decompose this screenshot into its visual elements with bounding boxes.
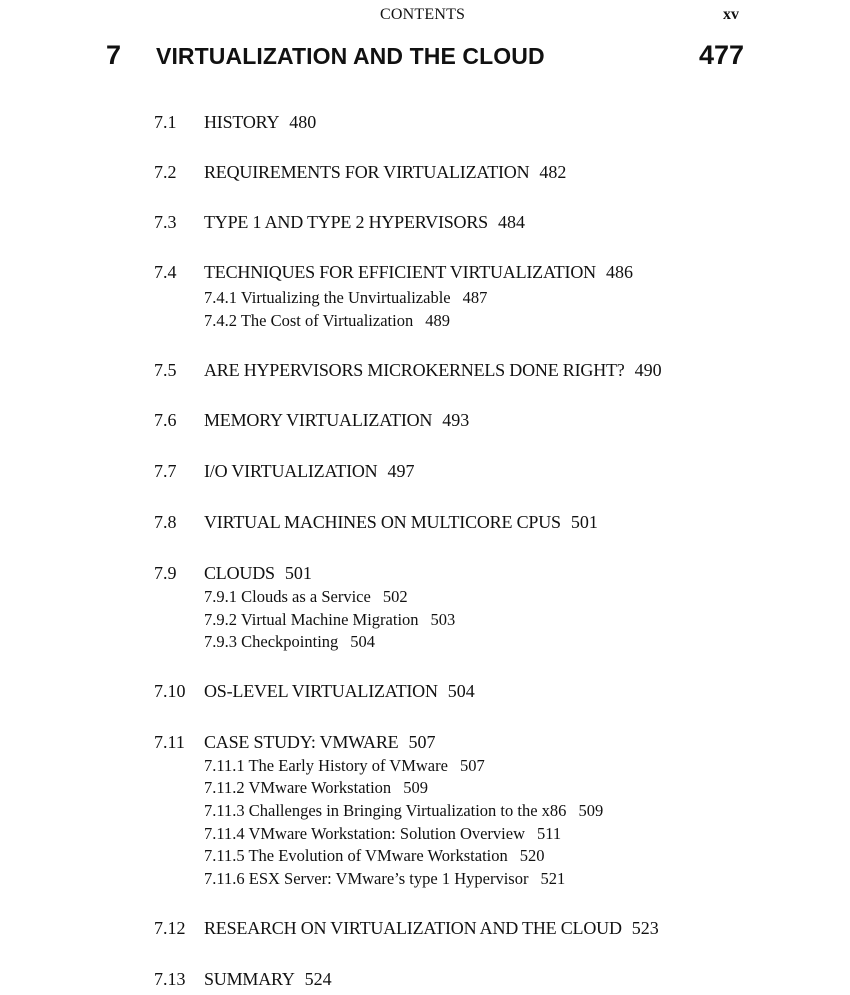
subsection-title: Virtual Machine Migration (240, 610, 419, 629)
section-page: 482 (539, 162, 567, 182)
section-page: 524 (304, 969, 332, 989)
subsection-title: The Early History of VMware (248, 756, 448, 775)
section-number: 7.10 (154, 681, 186, 701)
toc-subsection[interactable] (204, 288, 487, 308)
subsection-title: ESX Server: VMware’s type 1 Hypervisor (248, 869, 529, 888)
section-title: TYPE 1 AND TYPE 2 HYPERVISORS (204, 212, 488, 232)
section-title: REQUIREMENTS FOR VIRTUALIZATION (204, 162, 530, 182)
section-number: 7.9 (154, 563, 177, 583)
section-page: 480 (289, 112, 317, 132)
toc-section[interactable] (154, 512, 598, 533)
section-page: 490 (634, 360, 662, 380)
running-head (0, 6, 850, 26)
chapter-page: 477 (698, 40, 744, 70)
toc-section[interactable] (154, 410, 469, 431)
section-number: 7.3 (154, 212, 177, 232)
subsection-number: 7.11.2 (204, 778, 245, 797)
subsection-page: 487 (462, 288, 488, 307)
toc-subsection[interactable] (204, 756, 485, 776)
subsection-number: 7.11.4 (204, 824, 245, 843)
section-title: OS-LEVEL VIRTUALIZATION (204, 681, 438, 701)
subsection-page: 509 (578, 801, 604, 820)
page-number: xv (723, 6, 739, 23)
subsection-number: 7.9.1 (204, 587, 237, 606)
section-title: SUMMARY (204, 969, 295, 989)
section-page: 523 (631, 918, 659, 938)
toc-section[interactable] (154, 969, 332, 990)
subsection-page: 489 (425, 311, 450, 330)
section-title: MEMORY VIRTUALIZATION (204, 410, 433, 430)
toc-subsection[interactable] (204, 587, 408, 607)
toc-section[interactable] (154, 262, 633, 283)
toc-subsection[interactable] (204, 824, 561, 844)
section-page: 501 (284, 563, 312, 583)
subsection-page: 520 (519, 846, 545, 865)
section-page: 486 (605, 262, 633, 282)
subsection-page: 503 (430, 610, 456, 629)
subsection-number: 7.11.6 (204, 869, 245, 888)
section-title: VIRTUAL MACHINES ON MULTICORE CPUS (204, 512, 561, 532)
section-title: CASE STUDY: VMWARE (204, 732, 399, 752)
subsection-title: VMware Workstation: Solution Overview (248, 824, 526, 843)
subsection-number: 7.9.3 (204, 632, 237, 651)
section-page: 504 (447, 681, 475, 701)
section-number: 7.13 (154, 969, 186, 989)
subsection-page: 511 (537, 824, 562, 843)
toc-section[interactable] (154, 162, 566, 183)
section-number: 7.11 (154, 732, 185, 752)
toc-subsection[interactable] (204, 869, 565, 889)
toc-section[interactable] (154, 461, 414, 482)
subsection-title: Virtualizing the Unvirtualizable (240, 288, 451, 307)
subsection-title: Checkpointing (241, 632, 339, 651)
toc-section[interactable] (154, 732, 435, 753)
subsection-title: Challenges in Bringing Virtualization to the x86 (248, 801, 567, 820)
toc-subsection[interactable] (204, 801, 603, 821)
section-number: 7.1 (154, 112, 177, 132)
toc-subsection[interactable] (204, 846, 545, 866)
subsection-number: 7.4.1 (204, 288, 237, 307)
subsection-number: 7.9.2 (204, 610, 237, 629)
subsection-page: 507 (459, 756, 485, 775)
subsection-page: 509 (403, 778, 428, 797)
section-title: RESEARCH ON VIRTUALIZATION AND THE CLOUD (204, 918, 622, 938)
section-title: I/O VIRTUALIZATION (204, 461, 378, 481)
chapter-heading (0, 40, 850, 76)
subsection-number: 7.11.5 (204, 846, 245, 865)
chapter-title: VIRTUALIZATION AND THE CLOUD (156, 43, 545, 69)
section-number: 7.12 (154, 918, 186, 938)
section-number: 7.7 (154, 461, 177, 481)
subsection-page: 504 (350, 632, 376, 651)
section-title: ARE HYPERVISORS MICROKERNELS DONE RIGHT? (204, 360, 625, 380)
toc-section[interactable] (154, 918, 659, 939)
toc-subsection[interactable] (204, 311, 450, 331)
section-title: HISTORY (204, 112, 280, 132)
section-number: 7.4 (154, 262, 177, 282)
subsection-page: 521 (540, 869, 566, 888)
subsection-title: Clouds as a Service (241, 587, 371, 606)
section-page: 493 (442, 410, 470, 430)
section-page: 497 (387, 461, 415, 481)
section-title: TECHNIQUES FOR EFFICIENT VIRTUALIZATION (204, 262, 596, 282)
toc-subsection[interactable] (204, 778, 428, 798)
subsection-title: The Cost of Virtualization (240, 311, 414, 330)
running-title: CONTENTS (380, 6, 466, 23)
section-number: 7.6 (154, 410, 177, 430)
chapter-number: 7 (106, 40, 122, 70)
subsection-page: 502 (382, 587, 408, 606)
section-number: 7.2 (154, 162, 177, 182)
toc-section[interactable] (154, 681, 475, 702)
toc-section[interactable] (154, 563, 312, 584)
toc-section[interactable] (154, 212, 525, 233)
toc-section[interactable] (154, 112, 316, 133)
subsection-number: 7.11.3 (204, 801, 245, 820)
section-title: CLOUDS (204, 563, 275, 583)
subsection-number: 7.4.2 (204, 311, 237, 330)
toc-subsection[interactable] (204, 632, 375, 652)
section-number: 7.8 (154, 512, 177, 532)
section-page: 507 (408, 732, 436, 752)
section-page: 501 (570, 512, 598, 532)
subsection-title: The Evolution of VMware Workstation (248, 846, 508, 865)
toc-section[interactable] (154, 360, 662, 381)
toc-subsection[interactable] (204, 610, 455, 630)
subsection-number: 7.11.1 (204, 756, 245, 775)
section-page: 484 (497, 212, 525, 232)
subsection-title: VMware Workstation (248, 778, 392, 797)
section-number: 7.5 (154, 360, 177, 380)
